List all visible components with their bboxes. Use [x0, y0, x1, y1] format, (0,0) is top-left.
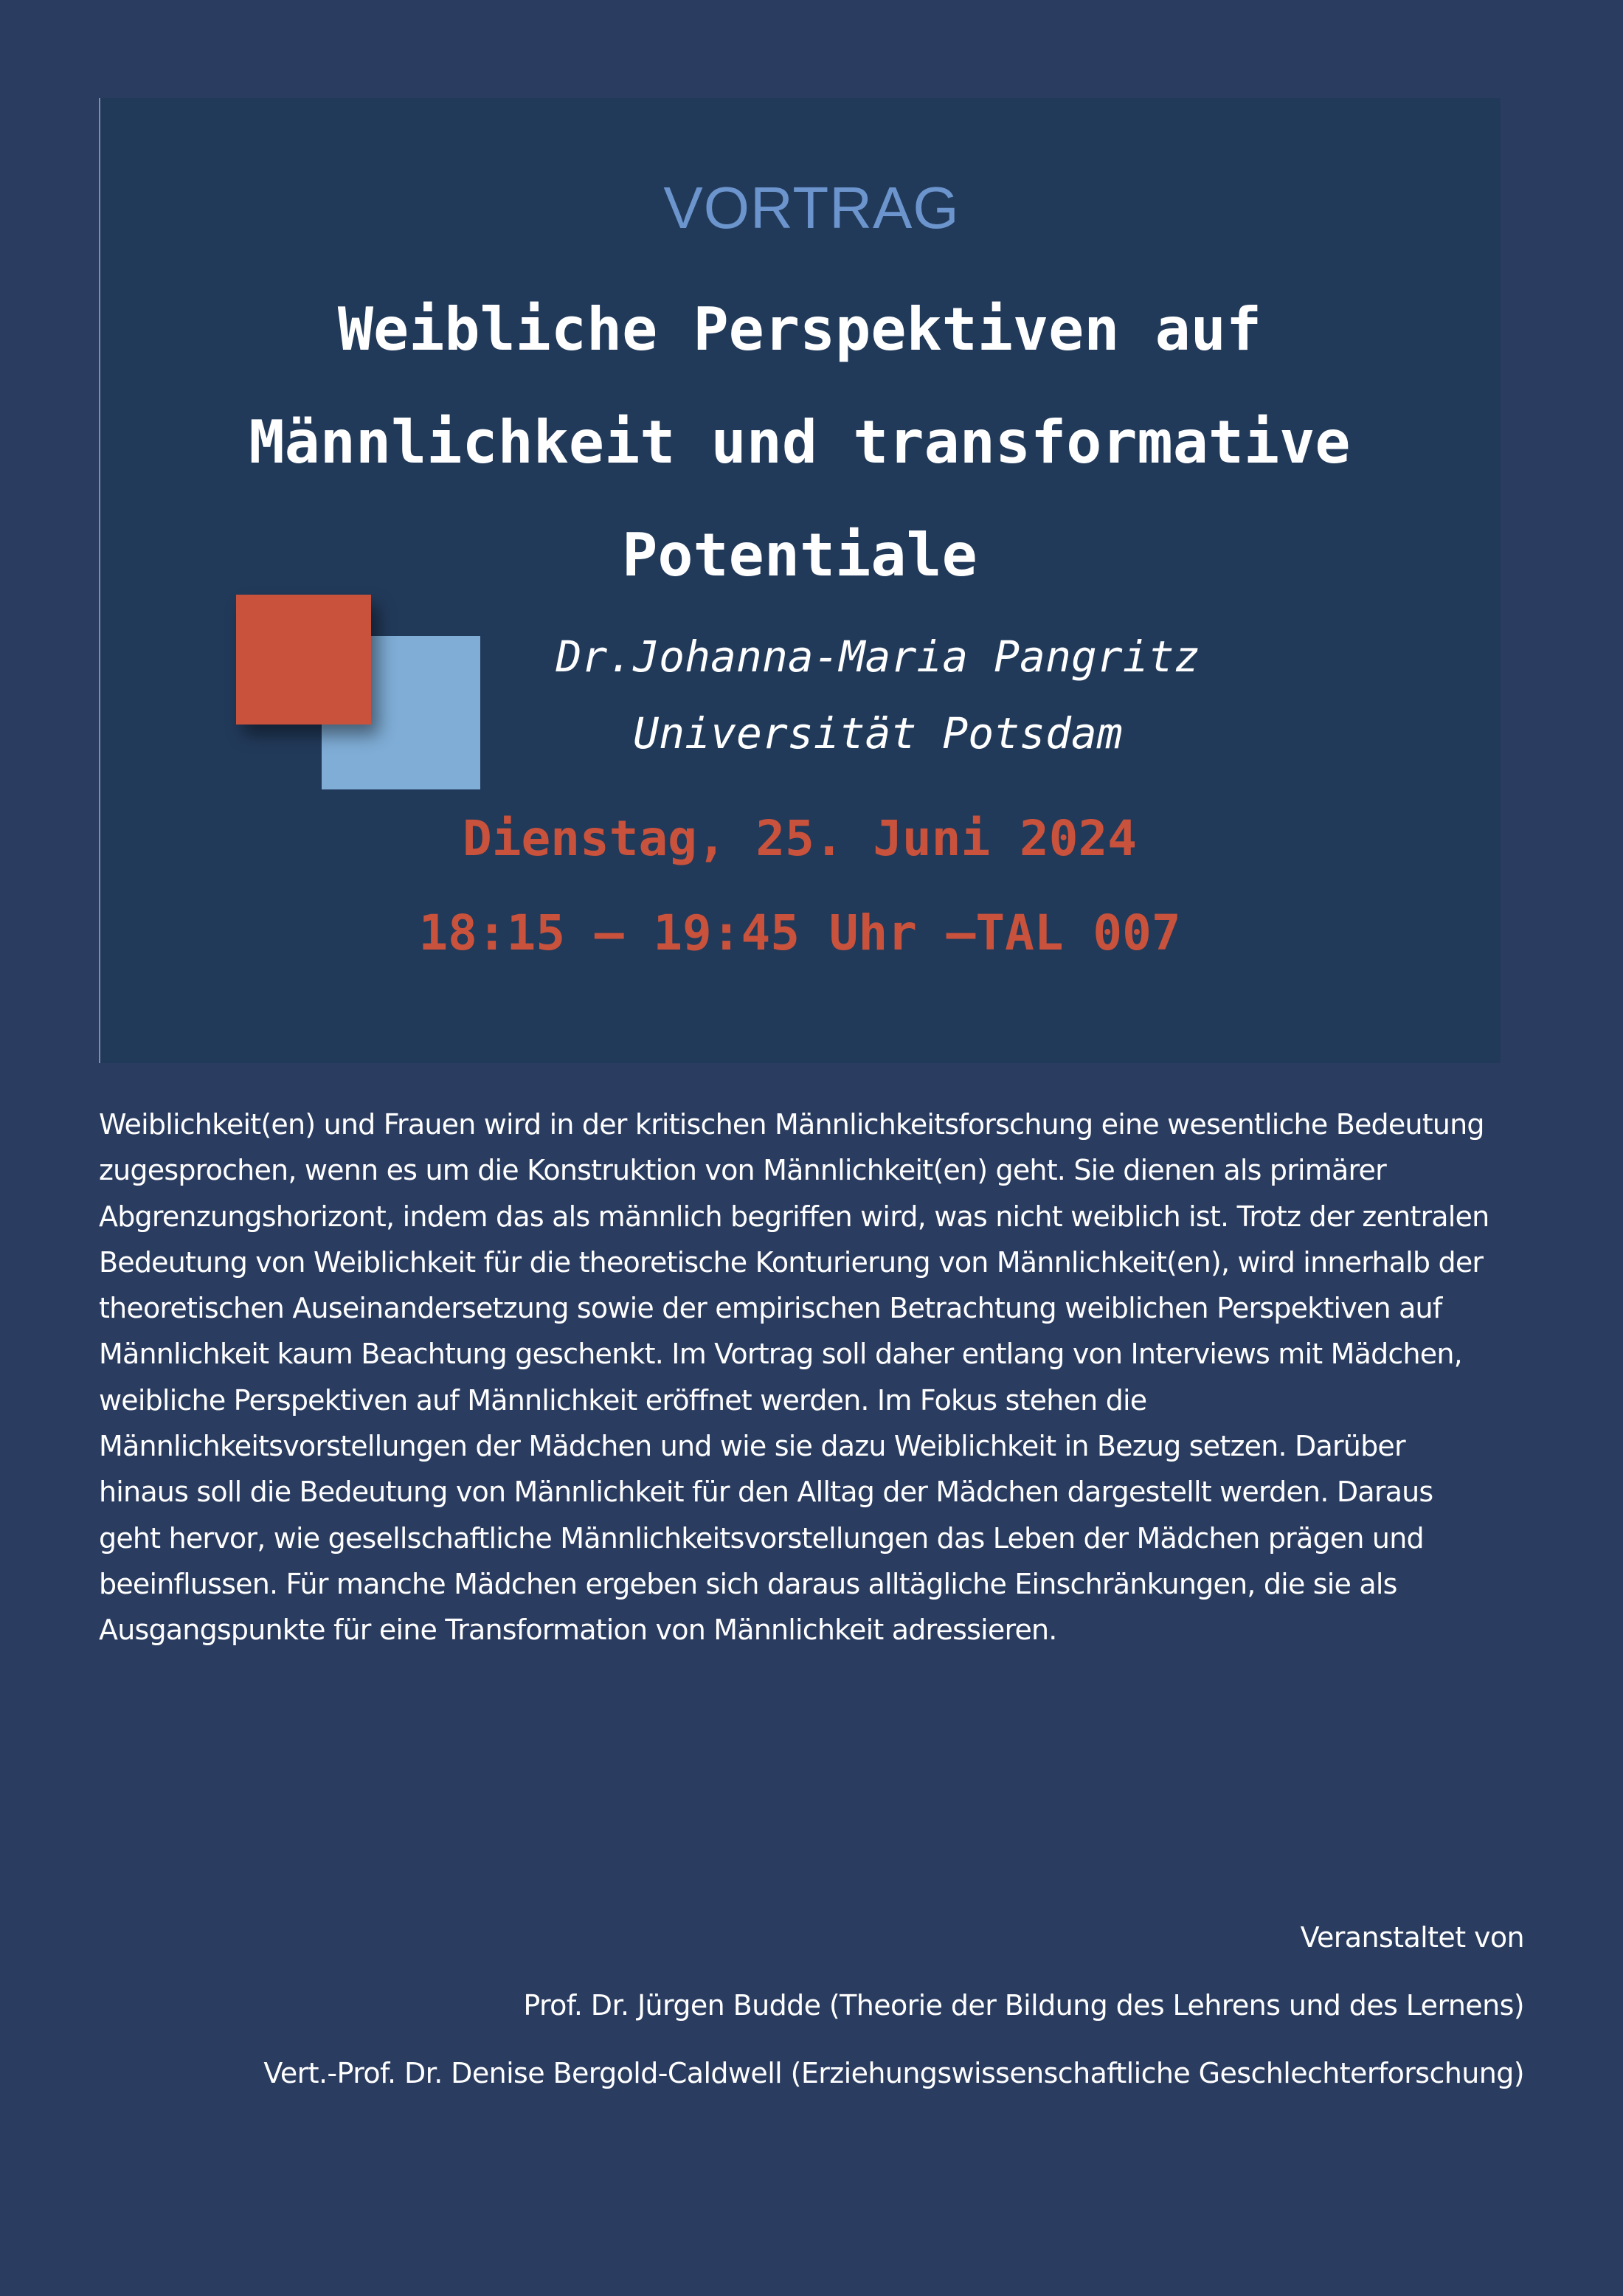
- event-time-room: 18:15 – 19:45 Uhr –TAL 007: [418, 905, 1181, 961]
- lecture-title-line: Weibliche Perspektiven auf: [337, 295, 1262, 364]
- organizers-label: Veranstaltet von: [1300, 1921, 1524, 1954]
- organizer-entry: Prof. Dr. Jürgen Budde (Theorie der Bildung des Lehrens und des Lernens): [523, 1989, 1524, 2022]
- lecture-title-line: Potentiale: [622, 521, 977, 589]
- lecture-title: [99, 273, 1501, 612]
- organizers-block: [122, 1917, 1524, 2120]
- decorative-red-square: [236, 595, 371, 725]
- speaker-block: [472, 618, 1284, 772]
- speaker-affiliation: Universität Potsdam: [633, 708, 1123, 758]
- speaker-name: Dr.Johanna-Maria Pangritz: [556, 632, 1200, 682]
- organizer-entry: Vert.-Prof. Dr. Denise Bergold-Caldwell (Erziehungswissenschaftliche Geschlechterforschung): [263, 2057, 1524, 2089]
- lecture-abstract: Weiblichkeit(en) und Frauen wird in der kritischen Männlichkeitsforschung eine wesentliche Bedeutung zugesprochen, wenn es um die Konstruktion von Männlichkeit(en) geht. Sie dienen als primärer Abgrenzungshorizont, indem das als männlich begriffen wird, was nicht weiblich ist. Trotz der zentralen Bedeutung von Weiblichkeit für die theoretische Konturierung von Männlichkeit(en), wird innerhalb der theoretischen Auseinandersetzung sowie der empirischen Betrachtung weiblichen Perspektiven auf Männlichkeit kaum Beachtung geschenkt. Im Vortrag soll daher entlang von Interviews mit Mädchen, weibliche Perspektiven auf Männlichkeit eröffnet werden. Im Fokus stehen die Männlichkeitsvorstellungen der Mädchen und wie sie dazu Weiblichkeit in Bezug setzen. Darüber hinaus soll die Bedeutung von Männlichkeit für den Alltag der Mädchen dargestellt werden. Daraus geht hervor, wie gesellschaftliche Männlichkeitsvorstellungen das Leben der Mädchen prägen und beeinflussen. Für manche Mädchen ergeben sich daraus alltägliche Einschränkungen, die sie als Ausgangspunkte für eine Transformation von Männlichkeit adressieren.: [99, 1108, 1489, 1647]
- event-type-label: VORTRAG: [663, 175, 960, 241]
- lecture-title-line: Männlichkeit und transformative: [249, 408, 1351, 477]
- event-date: Dienstag, 25. Juni 2024: [463, 810, 1137, 867]
